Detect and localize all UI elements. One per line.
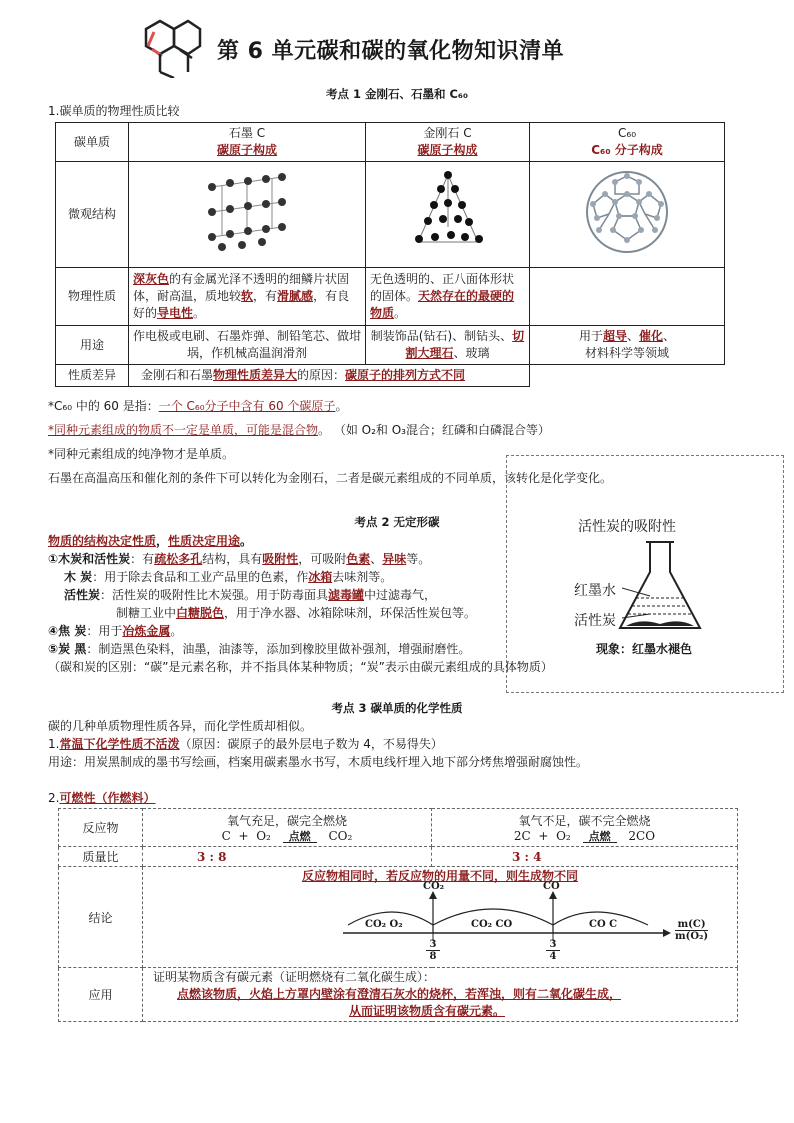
col-name: 金刚石 C (423, 126, 472, 140)
note-c60: *C₆₀ 中的 60 是指：一个 C₆₀分子中含有 60 个碳原子。 (48, 399, 348, 413)
graphite-structure-icon (192, 167, 302, 257)
col-compose: 碳原子构成 (216, 143, 277, 157)
complete-combustion: 氧气充足，碳完全燃烧 C + O₂ 点燃 CO₂ (143, 809, 432, 847)
incomplete-combustion: 氧气不足，碳不完全燃烧 2C + O₂ 点燃 2CO (432, 809, 738, 847)
kd2-line4: 制糖工业中白糖脱色，用于净水器、冰箱除味剂，环保活性炭包等。 (116, 606, 477, 620)
kd2-line3: 活性炭：活性炭的吸附性比木炭强。用于防毒面具滤毒罐中过滤毒气， (64, 588, 437, 602)
label-ink: 红墨水 (574, 583, 616, 599)
figure-title: 活性炭的吸附性 (578, 519, 676, 535)
kd3-line2: 1.常温下化学性质不活泼（原因：碳原子的最外层电子数为 4，不易得失） (48, 737, 443, 751)
section-label: 1.碳单质的物理性质比较 (48, 104, 180, 118)
segment-label-1: CO₂ O₂ (365, 919, 403, 930)
note-conversion: 石墨在高温高压和催化剂的条件下可以转化为金刚石，二者是碳元素组成的不同单质，该转化是化学变化。 (48, 471, 613, 485)
col-compose: 碳原子构成 (417, 143, 478, 157)
top-label-co: CO (543, 881, 560, 892)
segment-label-2: CO₂ CO (471, 919, 513, 930)
kd2-intro: 物质的结构决定性质，性质决定用途。 (48, 534, 253, 548)
fraction-3-4: 3 4 (546, 939, 560, 962)
diamond-properties: 无色透明的、正八面体形状的固体。天然存在的最硬的物质。 (366, 268, 530, 326)
diamond-structure-image (366, 162, 530, 268)
section-title-kaodian2: 考点 2 无定形碳 (354, 515, 440, 529)
col-name: C₆₀ (618, 126, 636, 140)
kd2-line2: 木 炭：用于除去食品和工业产品里的色素，作冰箱去味剂等。 (64, 570, 393, 584)
diamond-use: 制装饰品(钻石)、制钻头、切割大理石、玻璃 (366, 326, 530, 365)
section-title-kaodian3: 考点 3 碳单质的化学性质 (331, 701, 463, 715)
kd2-line6: ⑤炭 黑：制造黑色染料，油墨，油漆等，添加到橡胶里做补强剂，增强耐磨性。 (48, 642, 471, 656)
conclusion-cell (143, 867, 738, 968)
row-head: 反应物 (59, 809, 143, 847)
right-ratio: 3 : 4 (432, 847, 738, 867)
label-carbon: 活性炭 (574, 613, 616, 629)
left-ratio: 3 : 8 (143, 847, 432, 867)
axis-label-ratio: m(C) m(O₂) (675, 919, 709, 942)
figure-caption: 现象：红墨水褪色 (596, 642, 693, 656)
difference-cell: 金刚石和石墨物理性质差异大的原因：碳原子的排列方式不同 (129, 365, 530, 387)
row-head: 应用 (59, 968, 143, 1022)
col-diamond (366, 123, 530, 162)
note-element: *同种元素组成的纯净物才是单质。 (48, 447, 235, 461)
conclusion-diagram (143, 881, 737, 967)
row-head: 结论 (59, 867, 143, 968)
section-title-kaodian1: 考点 1 金刚石、石墨和 C₆₀ (325, 87, 469, 101)
c60-properties (530, 268, 725, 326)
diamond-structure-icon (403, 167, 493, 257)
col-name: 石墨 C (228, 126, 266, 140)
kd2-line5: ④焦 炭：用于冶炼金属。 (48, 624, 183, 638)
row-head: 物理性质 (56, 268, 129, 326)
page-title: 第 6 单元碳和碳的氧化物知识清单 (217, 39, 565, 64)
col-compose: C₆₀ 分子构成 (591, 143, 663, 157)
c60-buckyball-icon (579, 164, 675, 260)
kd2-line1: ①木炭和活性炭：有疏松多孔结构，具有吸附性，可吸附色素、异味等。 (48, 552, 431, 566)
pointer-line-icon (622, 584, 652, 624)
graphite-use: 作电极或电刷、石墨炸弹、制铅笔芯、做坩埚，作机械高温润滑剂 (129, 326, 366, 365)
row-head: 性质差异 (56, 365, 129, 387)
c60-structure-image (530, 162, 725, 268)
kd3-line4: 2.可燃性（作燃料） (48, 791, 156, 805)
graphite-properties: 深灰色的有金属光泽不透明的细鳞片状固体，耐高温，质地较软，有滑腻感，有良好的导电性。 (129, 268, 366, 326)
application-cell: 证明某物质含有碳元素（证明燃烧有二氧化碳生成）： 点燃该物质，火焰上方罩内壁涂有澄清石灰水的烧杯，若浑浊，则有二氧化碳生成， 从而证明该物质含有碳元素。 (143, 968, 738, 1022)
c60-use: 用于超导、催化、 材料科学等领域 (530, 326, 725, 365)
row-head: 碳单质 (56, 123, 129, 162)
carbon-comparison-table (55, 122, 725, 387)
kd3-line3: 用途：用炭黑制成的墨书写绘画，档案用碳素墨水书写，木质电线杆埋入地下部分烤焦增强耐腐蚀性。 (48, 755, 589, 769)
row-head: 用途 (56, 326, 129, 365)
kd2-line7: （碳和炭的区别：“碳”是元素名称，并不指具体某种物质；“炭”表示由碳元素组成的具体物质） (48, 660, 553, 674)
benzene-logo-icon (140, 16, 202, 78)
note-mixture: *同种元素组成的物质不一定是单质，可能是混合物。 （如 O₂和 O₃混合；红磷和白磷混合等） (48, 423, 550, 437)
col-graphite (129, 123, 366, 162)
fraction-3-8: 3 8 (426, 939, 440, 962)
col-c60 (530, 123, 725, 162)
combustion-table (58, 808, 738, 1022)
row-head: 质量比 (59, 847, 143, 867)
graphite-structure-image (129, 162, 366, 268)
conclusion-text: 反应物相同时，若反应物的用量不同，则生成物不同 (301, 869, 578, 883)
segment-label-3: CO C (589, 919, 618, 930)
kd3-line1: 碳的几种单质物理性质各异，而化学性质却相似。 (48, 719, 313, 733)
row-head: 微观结构 (56, 162, 129, 268)
empty-cell (530, 365, 725, 387)
top-label-co2: CO₂ (423, 881, 445, 892)
